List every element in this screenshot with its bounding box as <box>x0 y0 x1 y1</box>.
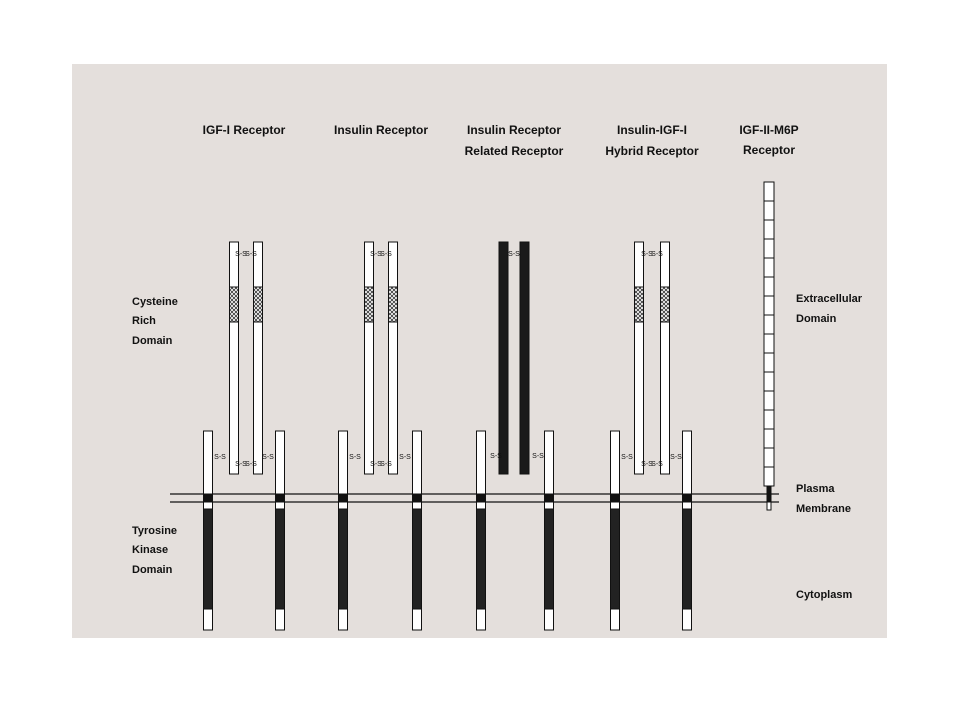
scanned-figure <box>72 64 887 638</box>
label-rich: Rich <box>132 315 156 327</box>
label-membrane: Membrane <box>796 503 852 515</box>
hyb-alpha-left <box>635 242 644 474</box>
m6p-repeat-3 <box>764 220 774 239</box>
igf1-cys-left <box>230 287 239 322</box>
ins-beta-right-kinase <box>413 509 422 609</box>
hyb-ss-bot-b: S-S <box>651 461 663 468</box>
header-igf2m6p-line1: IGF-II-M6P <box>739 123 799 137</box>
ins-ss-top-a: S-S <box>370 251 382 258</box>
hyb-cys-left <box>635 287 644 322</box>
header-insulin-receptor: Insulin Receptor <box>333 123 429 137</box>
igf1-alpha-left <box>230 242 239 474</box>
label-tyrosine: Tyrosine <box>132 525 178 537</box>
hyb-ss-top-b: S-S <box>651 251 663 258</box>
receptor-diagram <box>72 64 887 638</box>
ins-alpha-right <box>389 242 398 474</box>
irr-beta-left-tm <box>477 494 486 502</box>
hyb-ss-top-a: S-S <box>641 251 653 258</box>
header-hybrid-line1: Insulin-IGF-I <box>617 123 687 137</box>
label-domain-tk: Domain <box>132 564 173 576</box>
ins-ss-bot-b: S-S <box>380 461 392 468</box>
hyb-ss-left-a: S-S <box>621 454 633 461</box>
m6p-repeat-5 <box>764 258 774 277</box>
irr-beta-right-kinase <box>545 509 554 609</box>
ins-cys-right <box>389 287 398 322</box>
label-kinase: Kinase <box>132 544 169 556</box>
ins-beta-left-tm <box>339 494 348 502</box>
m6p-tail <box>767 502 771 510</box>
igf1-beta-right-kinase <box>276 509 285 609</box>
hyb-ss-right-a: S-S <box>670 454 682 461</box>
m6p-repeat-10 <box>764 353 774 372</box>
igf1-beta-left-tm <box>204 494 213 502</box>
m6p-repeat-8 <box>764 315 774 334</box>
m6p-repeat-11 <box>764 372 774 391</box>
m6p-repeat-6 <box>764 277 774 296</box>
label-extracellular: Extracellular <box>796 293 863 305</box>
ins-ss-left-a: S-S <box>349 454 361 461</box>
igf1-alpha-right <box>254 242 263 474</box>
irr-alpha-right <box>520 242 529 474</box>
hyb-alpha-right <box>661 242 670 474</box>
m6p-repeat-13 <box>764 410 774 429</box>
irr-alpha-left <box>499 242 508 474</box>
hyb-cys-right <box>661 287 670 322</box>
igf1-ss-top-a: S-S <box>235 251 247 258</box>
igf1-ss-left-a: S-S <box>214 454 226 461</box>
igf1-beta-right-tm <box>276 494 285 502</box>
ins-ss-right-a: S-S <box>399 454 411 461</box>
label-cytoplasm: Cytoplasm <box>796 589 853 601</box>
m6p-repeat-12 <box>764 391 774 410</box>
m6p-repeat-7 <box>764 296 774 315</box>
irr-ss-bot-b: S-S <box>532 453 544 460</box>
igf1-ss-bot-b: S-S <box>245 461 257 468</box>
header-irr-line1: Insulin Receptor <box>466 123 562 137</box>
irr-ss-top: S-S <box>508 251 520 258</box>
ins-alpha-left <box>365 242 374 474</box>
label-domain-ext: Domain <box>796 313 837 325</box>
igf1-cys-right <box>254 287 263 322</box>
igf1-ss-right-a: S-S <box>262 454 274 461</box>
m6p-repeat-16 <box>764 467 774 486</box>
igf1-beta-left-kinase <box>204 509 213 609</box>
m6p-repeat-15 <box>764 448 774 467</box>
irr-beta-right-tm <box>545 494 554 502</box>
igf1-ss-bot-a: S-S <box>235 461 247 468</box>
header-hybrid-line2: Hybrid Receptor <box>605 144 699 158</box>
m6p-repeat-4 <box>764 239 774 258</box>
irr-beta-left-kinase <box>477 509 486 609</box>
label-cysteine: Cysteine <box>132 296 178 308</box>
irr-ss-bot-a: S-S <box>490 453 502 460</box>
hyb-beta-right-kinase <box>683 509 692 609</box>
label-plasma: Plasma <box>796 483 835 495</box>
m6p-repeat-1 <box>764 182 774 201</box>
hyb-beta-right-tm <box>683 494 692 502</box>
hyb-beta-left-kinase <box>611 509 620 609</box>
m6p-repeat-9 <box>764 334 774 353</box>
ins-cys-left <box>365 287 374 322</box>
ins-ss-bot-a: S-S <box>370 461 382 468</box>
igf1-ss-top-b: S-S <box>245 251 257 258</box>
ins-ss-top-b: S-S <box>380 251 392 258</box>
ins-beta-left-kinase <box>339 509 348 609</box>
hyb-beta-left-tm <box>611 494 620 502</box>
header-irr-line2: Related Receptor <box>464 144 564 158</box>
label-domain-cys: Domain <box>132 335 173 347</box>
ins-beta-right-tm <box>413 494 422 502</box>
m6p-repeat-14 <box>764 429 774 448</box>
header-igf1-receptor: IGF-I Receptor <box>202 123 286 137</box>
hyb-ss-bot-a: S-S <box>641 461 653 468</box>
m6p-repeat-2 <box>764 201 774 220</box>
header-igf2m6p-line2: Receptor <box>742 143 796 157</box>
